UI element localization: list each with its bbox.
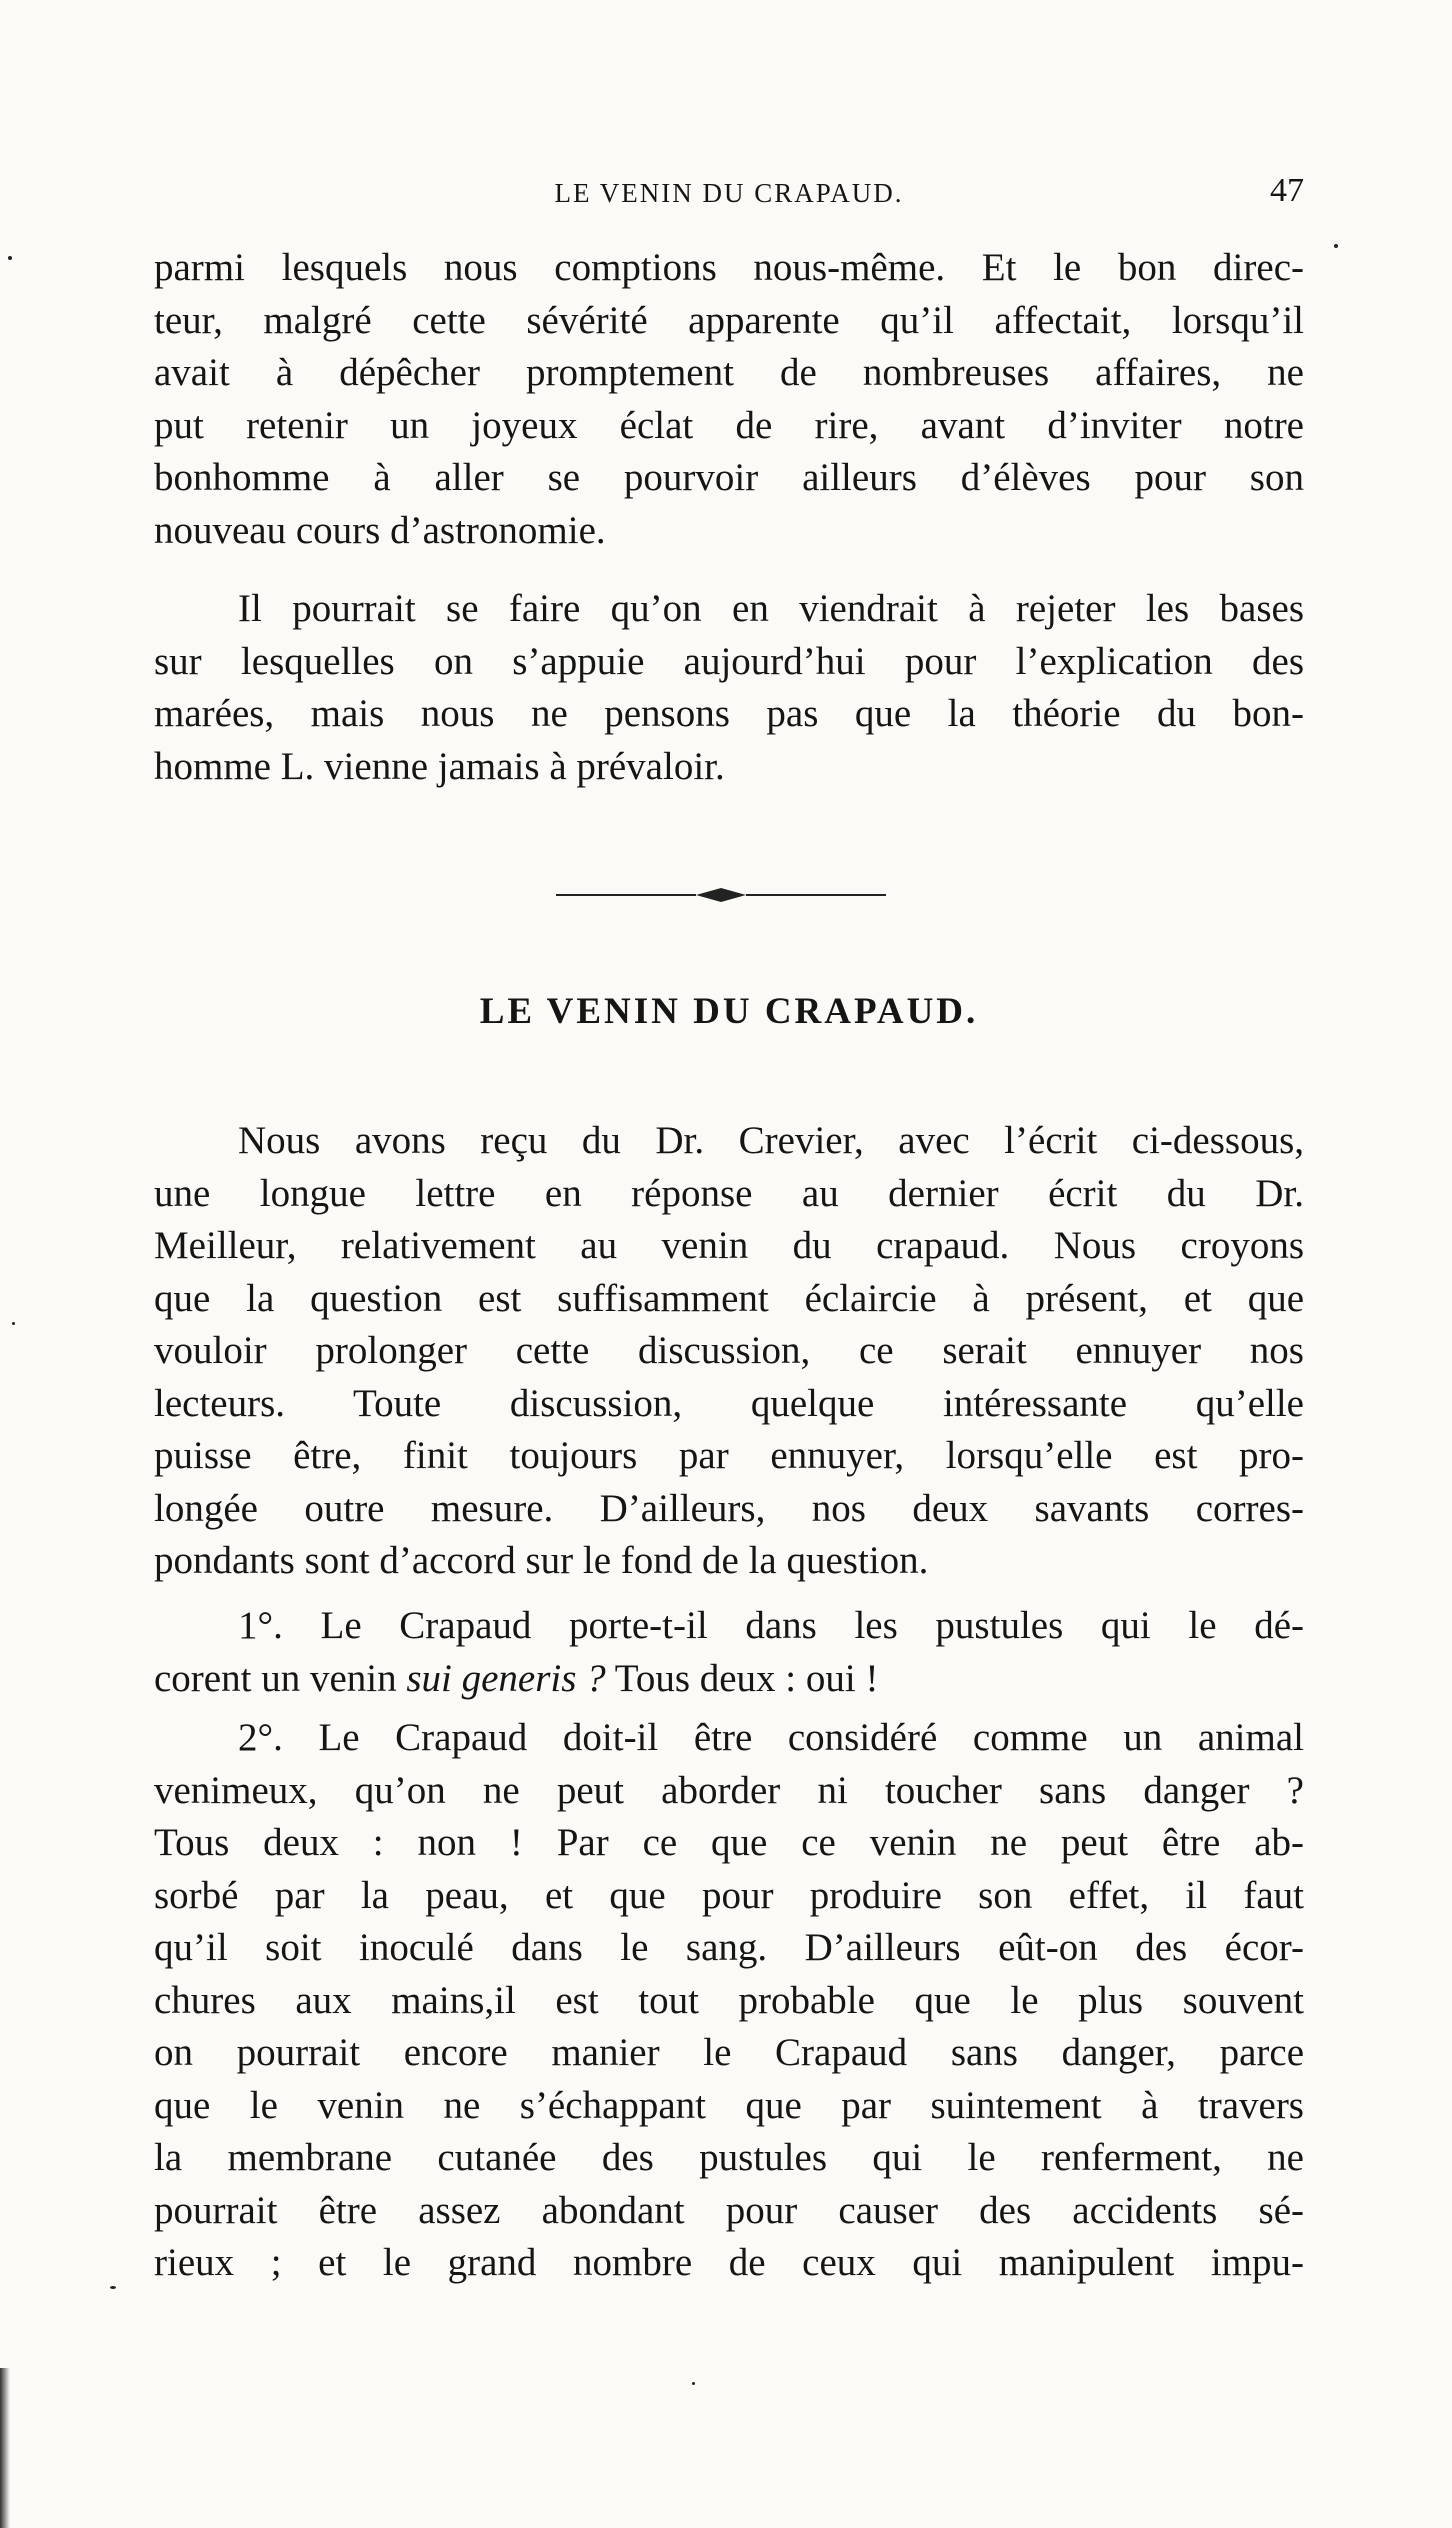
text-line: sorbé par la peau, et que pour produire son effet, il faut <box>154 1873 1304 1917</box>
paragraph-continuation <box>154 242 1304 557</box>
scan-speck <box>1334 244 1338 248</box>
text-line: pourrait être assez abondant pour causer des accidents sé- <box>154 2188 1304 2232</box>
paragraph-tides <box>154 583 1304 793</box>
text-line: put retenir un joyeux éclat de rire, avant d’inviter notre <box>154 403 1304 447</box>
running-head <box>154 172 1304 212</box>
section-title: LE VENIN DU CRAPAUD. <box>479 991 979 1032</box>
page-number: 47 <box>1270 172 1304 209</box>
text-line: pondants sont d’accord sur le fond de la question. <box>154 1539 929 1582</box>
text-line: qu’il soit inoculé dans le sang. D’ailleurs eût-on des écor- <box>154 1926 1304 1969</box>
text-run: Tous deux : oui ! <box>605 1656 879 1700</box>
text-line: Nous avons reçu du Dr. Crevier, avec l’écrit ci-dessous, <box>238 1119 1304 1162</box>
latin-phrase: sui generis ? <box>406 1656 606 1700</box>
text-line-mixed <box>154 1653 1304 1706</box>
text-line: la membrane cutanée des pustules qui le renferment, ne <box>154 2136 1304 2179</box>
text-line: teur, malgré cette sévérité apparente qu’il affectait, lorsqu’il <box>154 298 1304 342</box>
text-line: marées, mais nous ne pensons pas que la théorie du bon- <box>154 692 1304 735</box>
text-line: Tous deux : non ! Par ce que ce venin ne peut être ab- <box>154 1821 1304 1864</box>
text-run: corent un venin <box>154 1656 407 1700</box>
text-line: 2°. Le Crapaud doit-il être considéré comme un animal <box>238 1716 1304 1759</box>
paragraph-intro <box>154 1115 1304 1588</box>
text-line: vouloir prolonger cette discussion, ce serait ennuyer nos <box>154 1329 1304 1372</box>
text-line: que le venin ne s’échappant que par suintement à travers <box>154 2083 1304 2127</box>
running-title: LE VENIN DU CRAPAUD. <box>554 178 904 208</box>
text-line: chures aux mains,il est tout probable que le plus souvent <box>154 1978 1304 2022</box>
page-edge-shadow <box>0 2368 10 2528</box>
text-line: homme L. vienne jamais à prévaloir. <box>154 744 725 788</box>
text-line: parmi lesquels nous comptions nous-même. Et le bon direc- <box>154 246 1304 289</box>
scan-speck <box>8 256 12 260</box>
text-line: longée outre mesure. D’ailleurs, nos deux savants corres- <box>154 1486 1304 1530</box>
scan-speck <box>110 2286 116 2289</box>
text-line: lecteurs. Toute discussion, quelque intéressante qu’elle <box>154 1381 1304 1425</box>
text-line: avait à dépêcher promptement de nombreuses affaires, ne <box>154 351 1304 394</box>
text-line: que la question est suffisamment éclaircie à présent, et que <box>154 1276 1304 1320</box>
text-line: Il pourrait se faire qu’on en viendrait à rejeter les bases <box>238 587 1304 630</box>
text-line: rieux ; et le grand nombre de ceux qui manipulent impu- <box>154 2241 1304 2284</box>
text-line: bonhomme à aller se pourvoir ailleurs d’élèves pour son <box>154 456 1304 499</box>
ornament-divider <box>556 880 886 910</box>
scan-speck <box>692 2382 695 2385</box>
paragraph-point-one <box>154 1600 1304 1705</box>
text-line: nouveau cours d’astronomie. <box>154 508 606 552</box>
text-line: une longue lettre en réponse au dernier écrit du Dr. <box>154 1171 1304 1215</box>
paragraph-point-two <box>154 1712 1304 2290</box>
scan-speck <box>12 1322 15 1325</box>
text-line: venimeux, qu’on ne peut aborder ni toucher sans danger ? <box>154 1768 1304 1812</box>
text-line: sur lesquelles on s’appuie aujourd’hui pour l’explication des <box>154 639 1304 683</box>
text-line: on pourrait encore manier le Crapaud sans danger, parce <box>154 2031 1304 2074</box>
text-line: puisse être, finit toujours par ennuyer, lorsqu’elle est pro- <box>154 1434 1304 1477</box>
text-line: 1°. Le Crapaud porte-t-il dans les pustules qui le dé- <box>238 1604 1304 1647</box>
text-line: Meilleur, relativement au venin du crapaud. Nous croyons <box>154 1224 1304 1267</box>
